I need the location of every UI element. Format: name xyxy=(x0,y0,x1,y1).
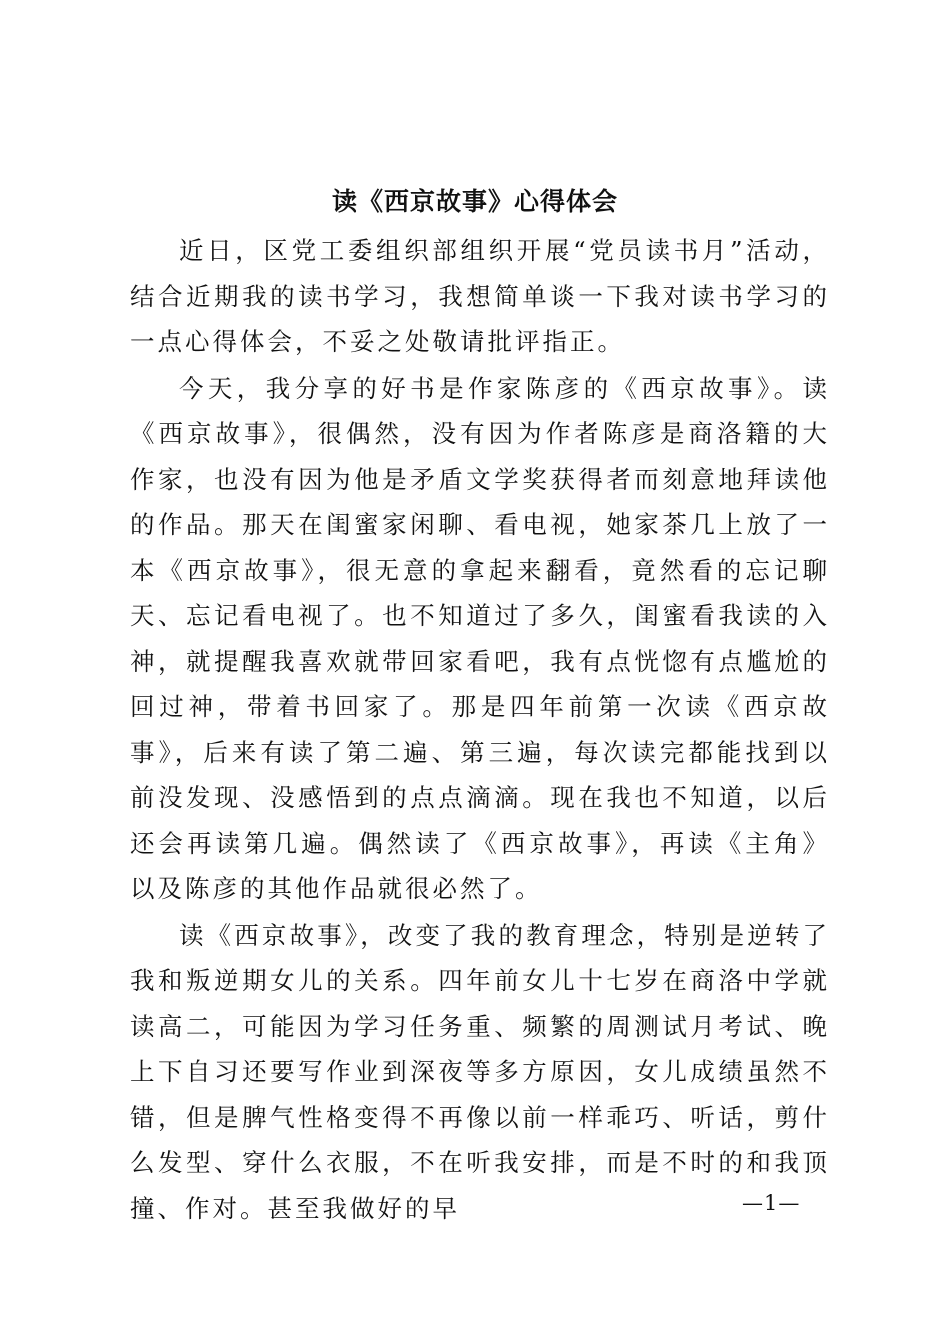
page-number: —1— xyxy=(742,1191,801,1215)
paragraph-2: 今天，我分享的好书是作家陈彦的《西京故事》。读《西京故事》，很偶然，没有因为作者陈彦是商洛籍的大作家，也没有因为他是矛盾文学奖获得者而刻意地拜读他的作品。那天在闺蜜家闲聊、看电视，她家茶几上放了一本《西京故事》，很无意的拿起来翻看，竟然看的忘记聊天、忘记看电视了。也不知道过了多久，闺蜜看我读的入神，就提醒我喜欢就带回家看吧，我有点恍惚有点尴尬的回过神，带着书回家了。那是四年前第一次读《西京故事》，后来有读了第二遍、第三遍，每次读完都能找到以前没发现、没感悟到的点点滴滴。现在我也不知道，以后还会再读第几遍。偶然读了《西京故事》，再读《主角》以及陈彦的其他作品就很必然了。 xyxy=(130,373,830,903)
paragraph-1: 近日，区党工委组织部组织开展“党员读书月”活动，结合近期我的读书学习，我想简单谈一下我对读书学习的一点心得体会，不妥之处敬请批评指正。 xyxy=(130,236,830,356)
paragraph-3: 读《西京故事》，改变了我的教育理念，特别是逆转了我和叛逆期女儿的关系。四年前女儿十七岁在商洛中学就读高二，可能因为学习任务重、频繁的周测试月考试、晚上下自习还要写作业到深夜等多方原因，女儿成绩虽然不错，但是脾气性格变得不再像以前一样乖巧、听话，剪什么发型、穿什么衣服，不在听我安排，而是不时的和我顶撞、作对。甚至我做好的早 xyxy=(130,920,830,1223)
document-body xyxy=(130,228,830,1231)
document-title: 读《西京故事》心得体会 xyxy=(331,187,618,216)
